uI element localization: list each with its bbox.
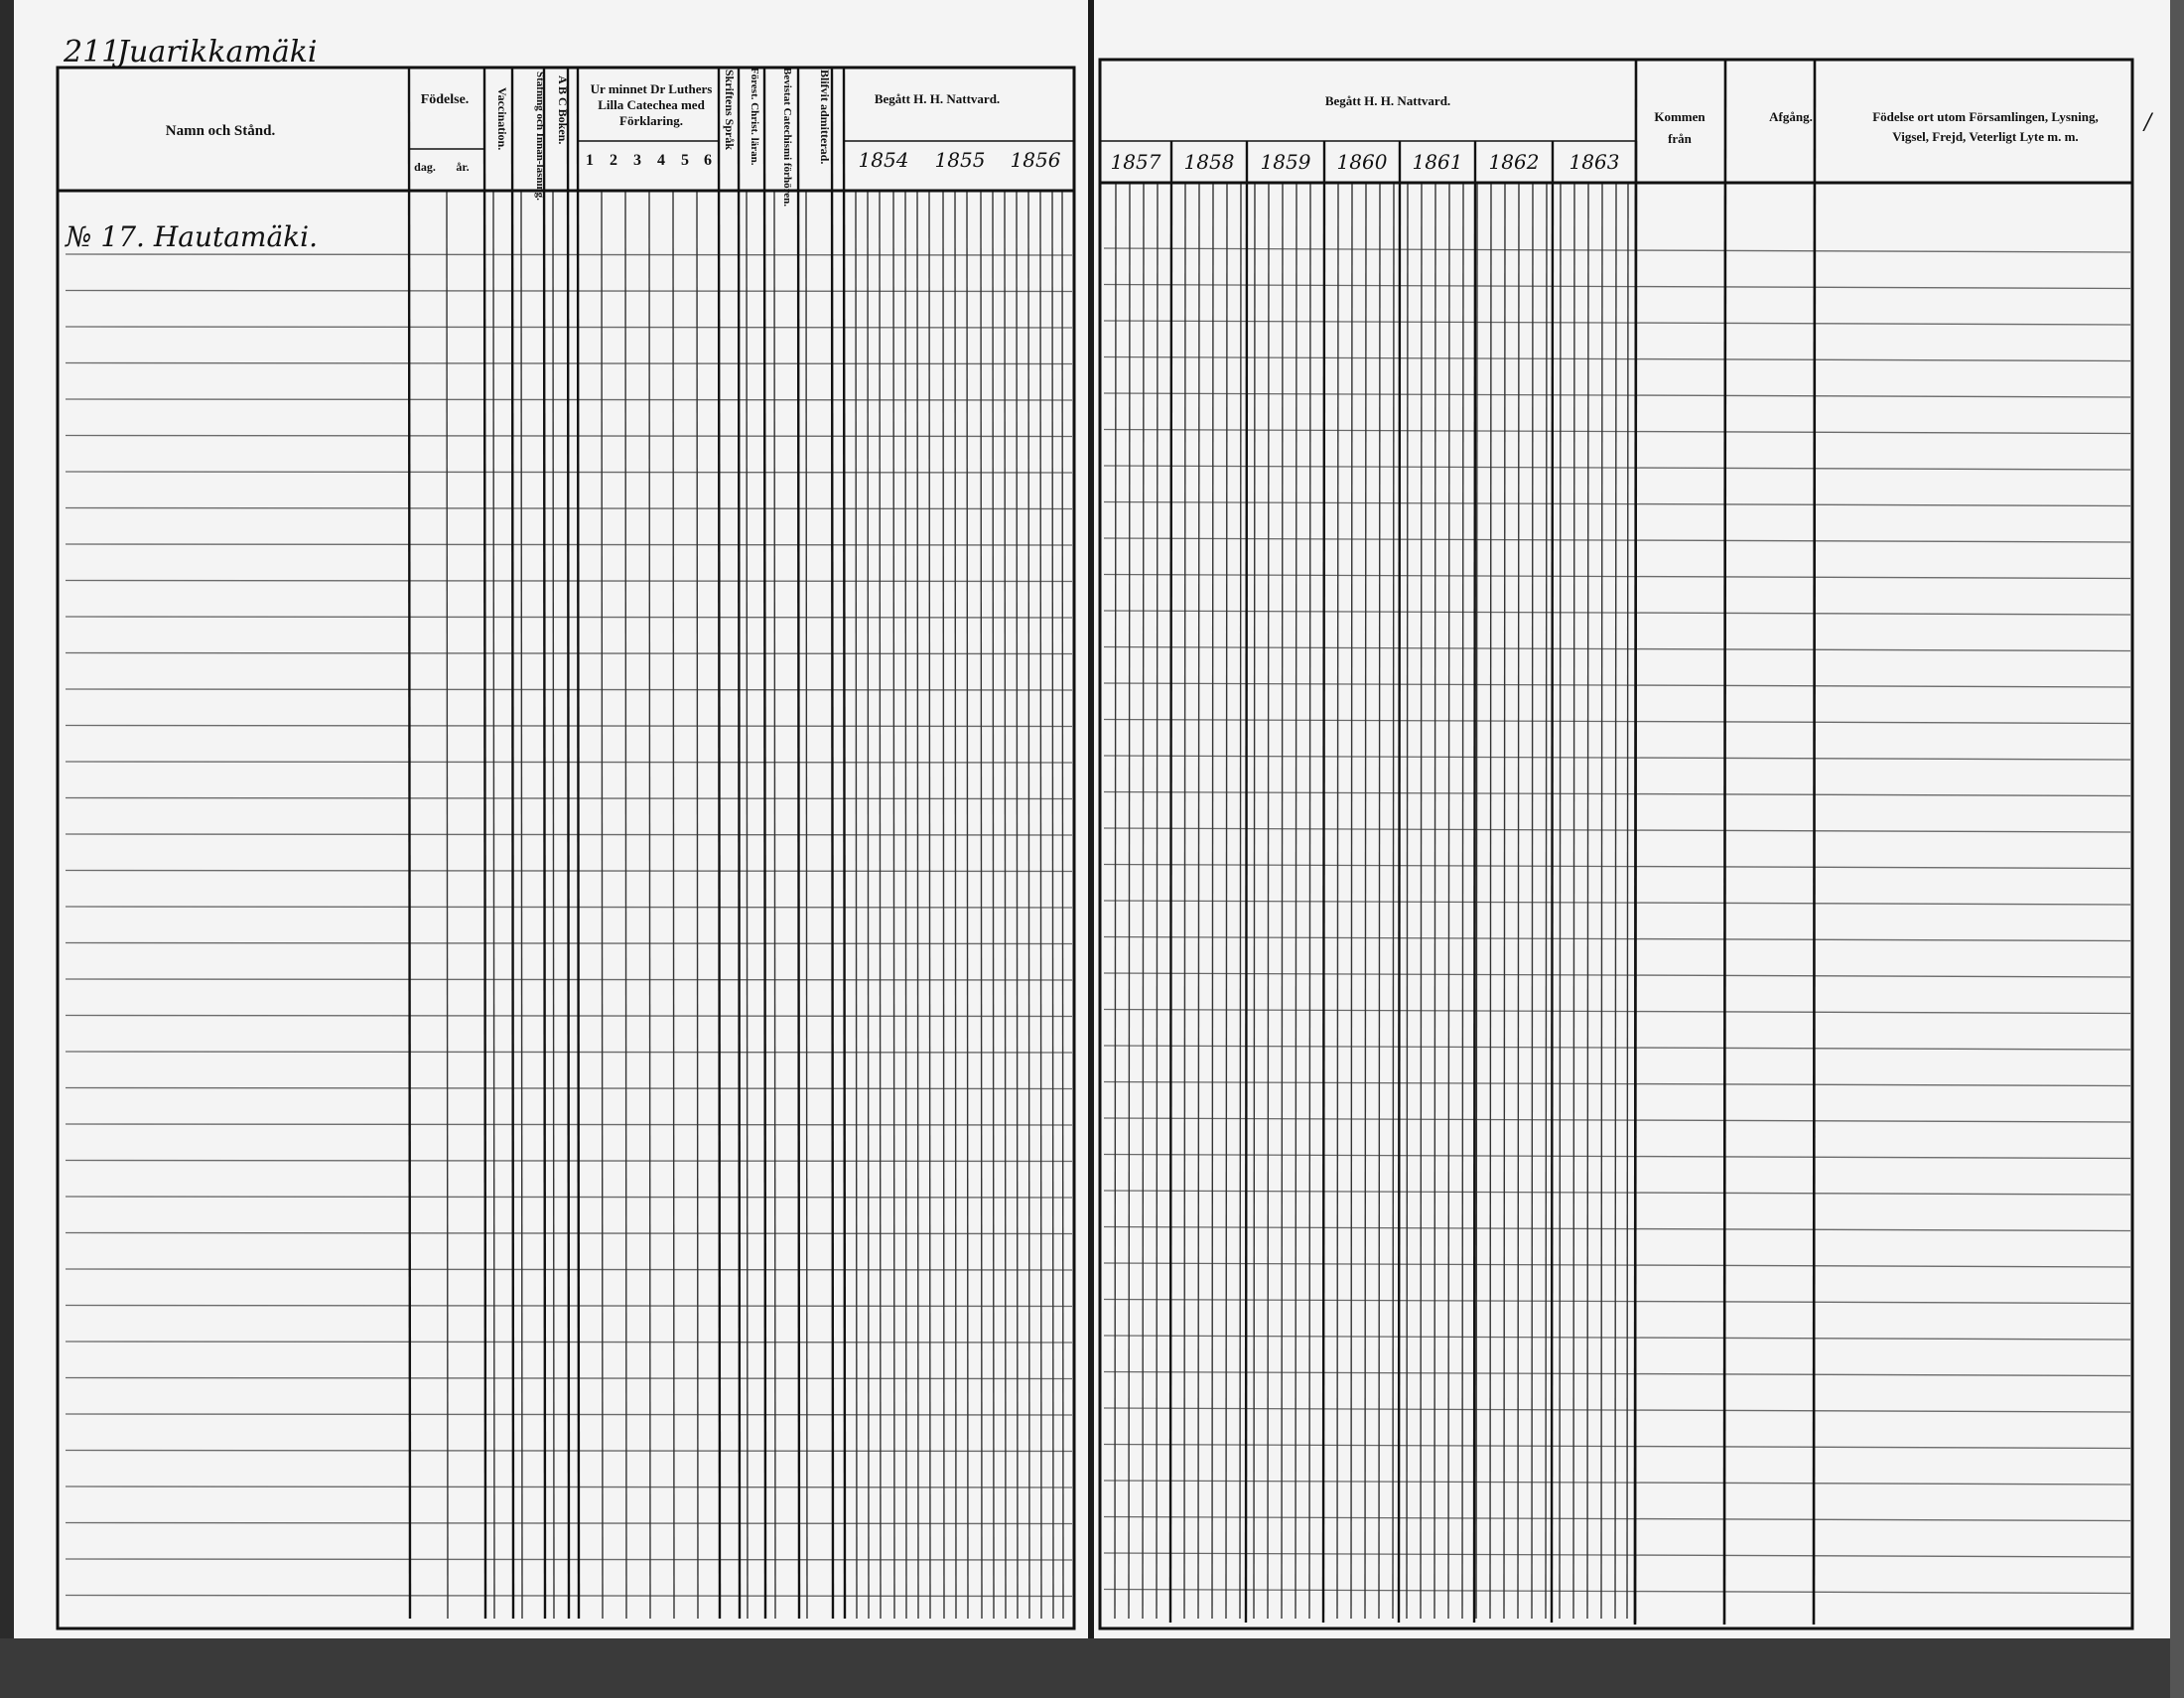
- left-edge-shadow: [0, 0, 14, 1698]
- year-label-right: 1858: [1183, 150, 1235, 174]
- ur-minnet-number: 6: [704, 152, 712, 169]
- header-afgang: Afgång.: [1769, 109, 1813, 124]
- header-kommen: Kommen från: [1654, 109, 1706, 146]
- margin-mark: /: [2144, 110, 2152, 135]
- right-year-labels: [1111, 150, 1620, 174]
- header-bevist: Bevistat Catechismi förhören.: [781, 68, 793, 208]
- year-label-left: 1854: [858, 148, 909, 172]
- row-rules: [66, 248, 2130, 1597]
- header-stafning: Stafning och Innan-läsning.: [534, 71, 546, 201]
- header-dag: dag.: [414, 160, 436, 174]
- header-ur-minnet-2: Lilla Catechea med: [598, 97, 705, 112]
- right-edge-shadow: [2170, 0, 2184, 1698]
- year-label-right: 1861: [1412, 150, 1463, 174]
- village-name: Juarikkamäki: [117, 35, 318, 70]
- year-label-right: 1863: [1569, 150, 1620, 174]
- ur-minnet-numbers: [586, 152, 712, 169]
- header-namn: Namn och Stånd.: [165, 123, 276, 139]
- book-binding: [1088, 0, 1094, 1638]
- ur-minnet-number: 5: [681, 152, 689, 169]
- year-label-left: 1856: [1010, 148, 1061, 172]
- header-ur-minnet-3: Förklaring.: [619, 113, 683, 128]
- ur-minnet-number: 4: [657, 152, 665, 169]
- header-blifvit: Blifvit admitterad.: [818, 70, 832, 165]
- header-fodelse-ort: Födelse ort utom Församlingen, Lysning, Vigsel, Frejd, Veterligt Lyte m. m.: [1872, 109, 2099, 144]
- entry-hautamaki: № 17. Hautamäki.: [66, 220, 318, 253]
- column-rules: [409, 60, 1815, 1625]
- year-label-right: 1859: [1260, 150, 1311, 174]
- header-abc: A B C Boken.: [556, 75, 570, 145]
- header-begatt-left: Begått H. H. Nattvard.: [874, 91, 1001, 106]
- header-vaccination: Vaccination.: [495, 87, 509, 151]
- left-page-frame: [58, 68, 1074, 1628]
- page-number: 211: [64, 35, 121, 70]
- header-ar: år.: [456, 160, 470, 174]
- header-begatt-right: Begått H. H. Nattvard.: [1324, 93, 1451, 108]
- year-label-right: 1860: [1336, 150, 1388, 174]
- ur-minnet-number: 3: [633, 152, 641, 169]
- year-label-left: 1855: [934, 148, 986, 172]
- left-year-labels: [859, 148, 1061, 172]
- ur-minnet-number: 1: [586, 152, 594, 169]
- header-fodelse: Födelse.: [420, 92, 470, 107]
- year-label-right: 1857: [1110, 150, 1161, 174]
- header-forst: Förest. Christ. läran.: [749, 68, 760, 166]
- ur-minnet-number: 2: [610, 152, 617, 169]
- bottom-edge-shadow: [0, 1638, 2184, 1698]
- header-skriftens: Skriftens Språk: [723, 70, 737, 151]
- header-ur-minnet-1: Ur minnet Dr Luthers: [590, 81, 713, 96]
- year-label-right: 1862: [1488, 150, 1540, 174]
